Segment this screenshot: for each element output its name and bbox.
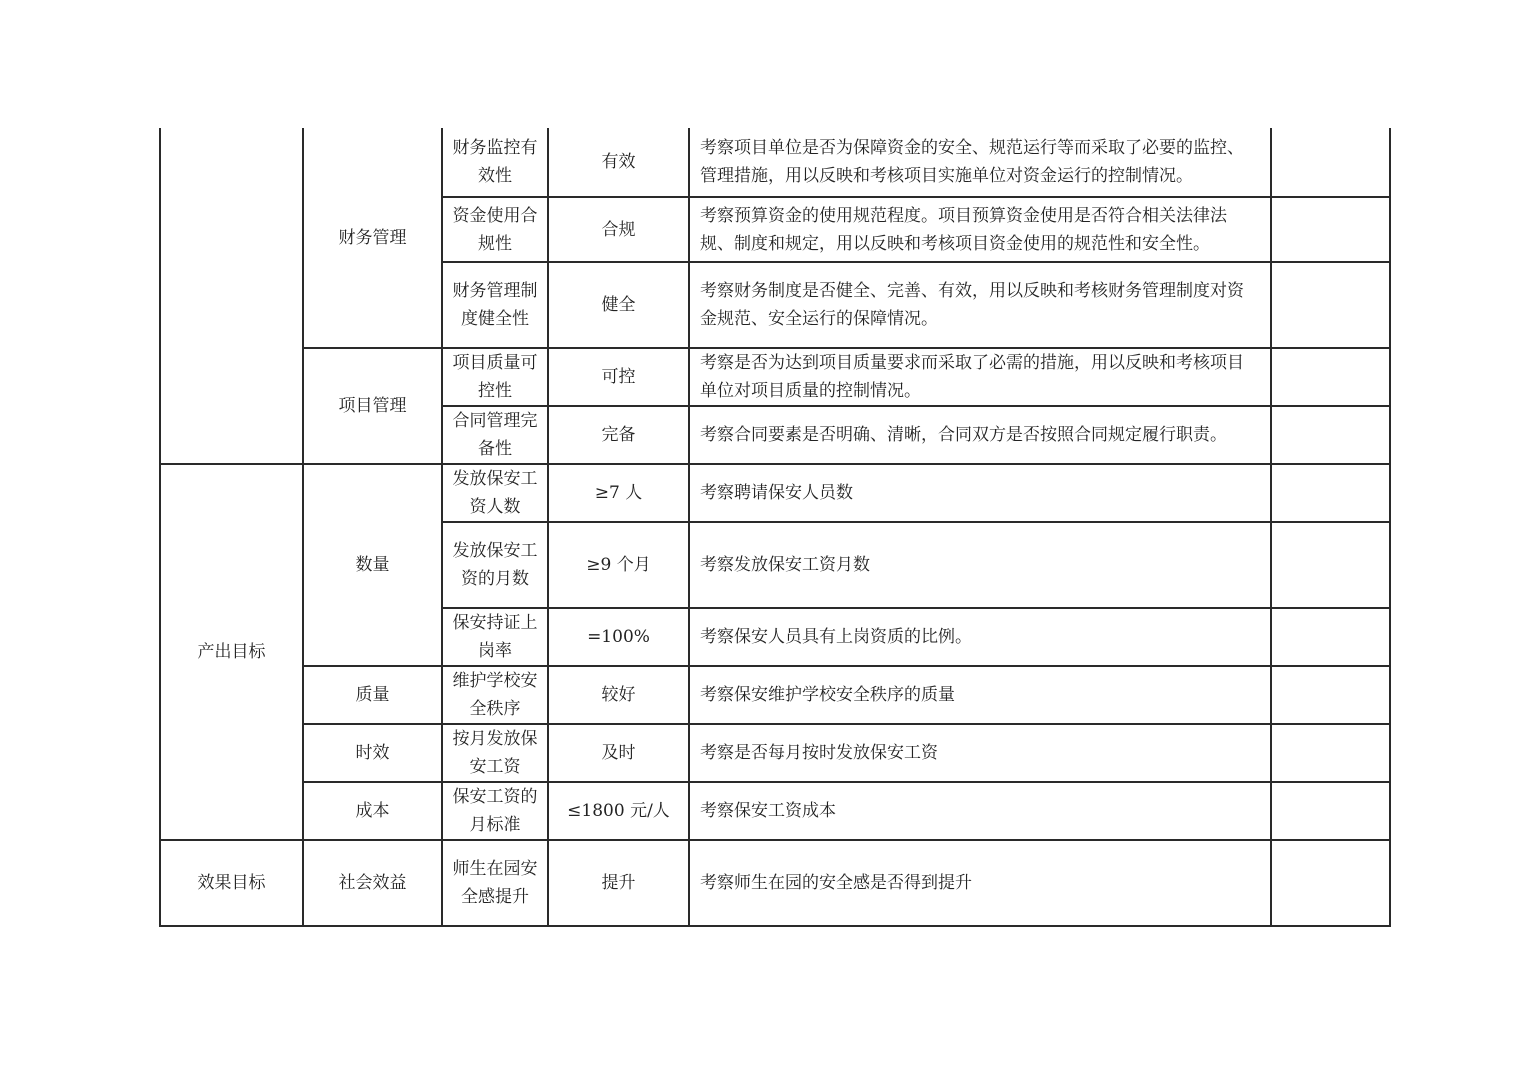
level1-cell: 效果目标 — [160, 840, 303, 926]
indicator-cell: 财务管理制度健全性 — [442, 262, 548, 348]
level2-cell: 数量 — [303, 464, 442, 666]
description-cell: 考察是否每月按时发放保安工资 — [689, 724, 1271, 782]
description-cell: 考察合同要素是否明确、清晰，合同双方是否按照合同规定履行职责。 — [689, 406, 1271, 464]
note-cell — [1271, 840, 1390, 926]
level2-cell: 时效 — [303, 724, 442, 782]
target-value-cell: 及时 — [548, 724, 689, 782]
target-value-cell: ≤1800 元/人 — [548, 782, 689, 840]
indicator-cell: 保安工资的月标准 — [442, 782, 548, 840]
target-value-cell: 可控 — [548, 348, 689, 406]
note-cell — [1271, 262, 1390, 348]
indicator-cell: 维护学校安全秩序 — [442, 666, 548, 724]
note-cell — [1271, 666, 1390, 724]
description-cell: 考察财务制度是否健全、完善、有效，用以反映和考核财务管理制度对资金规范、安全运行的保障情况。 — [689, 262, 1271, 348]
indicator-cell: 师生在园安全感提升 — [442, 840, 548, 926]
target-value-cell: ≥7 人 — [548, 464, 689, 522]
note-cell — [1271, 782, 1390, 840]
note-cell — [1271, 348, 1390, 406]
table-row — [160, 840, 1390, 926]
level2-cell: 社会效益 — [303, 840, 442, 926]
note-cell — [1271, 464, 1390, 522]
note-cell — [1271, 128, 1390, 197]
table-row — [160, 348, 1390, 406]
level2-cell: 项目管理 — [303, 348, 442, 464]
indicator-cell: 财务监控有效性 — [442, 128, 548, 197]
table-row — [160, 464, 1390, 522]
indicator-cell: 按月发放保安工资 — [442, 724, 548, 782]
note-cell — [1271, 197, 1390, 262]
description-cell: 考察预算资金的使用规范程度。项目预算资金使用是否符合相关法律法规、制度和规定，用以反映和考核项目资金使用的规范性和安全性。 — [689, 197, 1271, 262]
indicator-cell: 合同管理完备性 — [442, 406, 548, 464]
note-cell — [1271, 608, 1390, 666]
description-cell: 考察发放保安工资月数 — [689, 522, 1271, 608]
indicator-cell: 项目质量可控性 — [442, 348, 548, 406]
description-cell: 考察聘请保安人员数 — [689, 464, 1271, 522]
indicator-cell: 保安持证上岗率 — [442, 608, 548, 666]
description-cell: 考察保安人员具有上岗资质的比例。 — [689, 608, 1271, 666]
target-value-cell: 有效 — [548, 128, 689, 197]
target-value-cell: 较好 — [548, 666, 689, 724]
table-row — [160, 782, 1390, 840]
level2-cell: 成本 — [303, 782, 442, 840]
indicator-cell: 资金使用合规性 — [442, 197, 548, 262]
target-value-cell: =100% — [548, 608, 689, 666]
target-value-cell: 提升 — [548, 840, 689, 926]
note-cell — [1271, 522, 1390, 608]
target-value-cell: 完备 — [548, 406, 689, 464]
note-cell — [1271, 724, 1390, 782]
table-row — [160, 666, 1390, 724]
level2-cell: 财务管理 — [303, 128, 442, 348]
target-value-cell: 合规 — [548, 197, 689, 262]
table-row — [160, 128, 1390, 197]
note-cell — [1271, 406, 1390, 464]
description-cell: 考察保安维护学校安全秩序的质量 — [689, 666, 1271, 724]
indicator-cell: 发放保安工资人数 — [442, 464, 548, 522]
description-cell: 考察师生在园的安全感是否得到提升 — [689, 840, 1271, 926]
performance-indicator-table — [159, 128, 1391, 927]
indicator-cell: 发放保安工资的月数 — [442, 522, 548, 608]
level1-cell — [160, 128, 303, 464]
level2-cell: 质量 — [303, 666, 442, 724]
description-cell: 考察项目单位是否为保障资金的安全、规范运行等而采取了必要的监控、管理措施，用以反映和考核项目实施单位对资金运行的控制情况。 — [689, 128, 1271, 197]
description-cell: 考察保安工资成本 — [689, 782, 1271, 840]
target-value-cell: ≥9 个月 — [548, 522, 689, 608]
table-row — [160, 724, 1390, 782]
target-value-cell: 健全 — [548, 262, 689, 348]
description-cell: 考察是否为达到项目质量要求而采取了必需的措施，用以反映和考核项目单位对项目质量的控制情况。 — [689, 348, 1271, 406]
level1-cell: 产出目标 — [160, 464, 303, 840]
